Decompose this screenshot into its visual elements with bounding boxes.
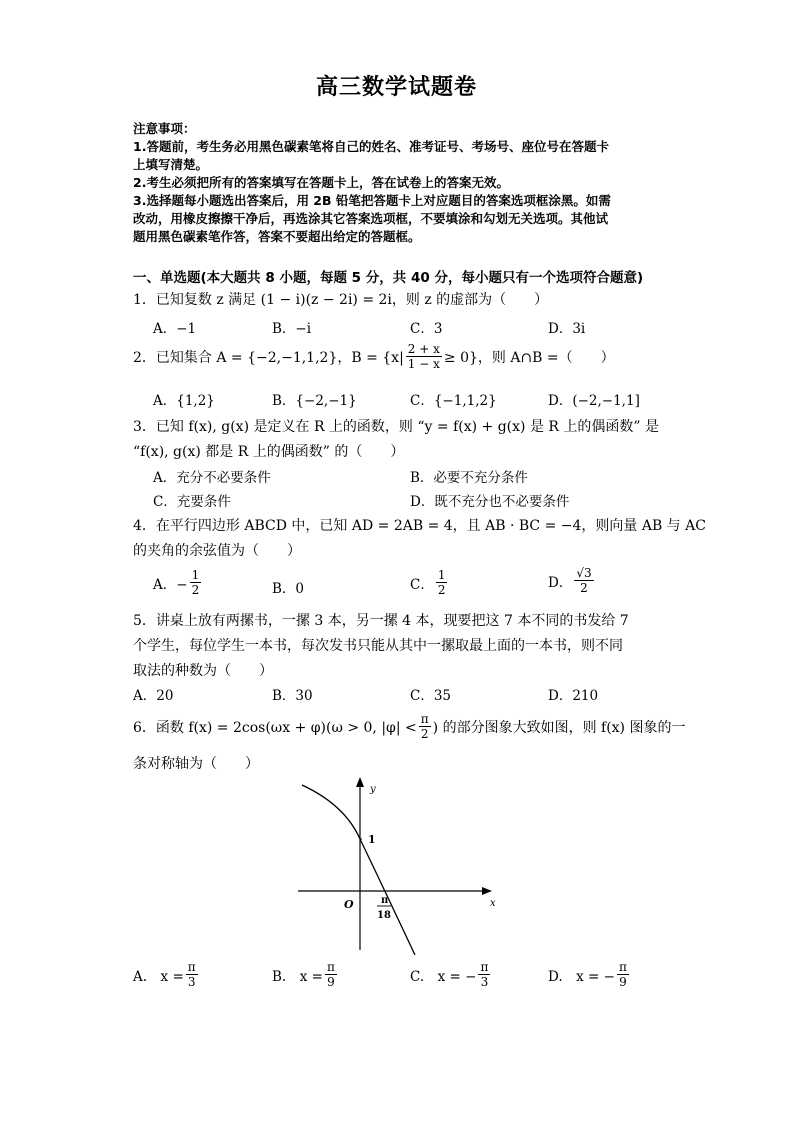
q4-option-d-frac [574, 566, 593, 595]
q6-a-den: 3 [187, 975, 196, 989]
x-axis-label: x [490, 898, 496, 909]
q6-option-d-frac [617, 960, 629, 989]
note-1b: 上填写清楚。 [133, 157, 209, 172]
q2-stem-pre: 2．已知集合 A = {−2,−1,1,2}，B = {x| [133, 349, 404, 366]
q4-c-num: 1 [437, 568, 446, 582]
q6-b-num: π [326, 960, 335, 974]
q6-b-den: 9 [327, 975, 335, 989]
q6-stem-post: ) 的部分图象大致如图，则 f(x) 图象的一 [432, 719, 686, 736]
q4-option-c-frac [436, 568, 448, 597]
section-heading: 一、单选题(本大题共 8 小题，每题 5 分，共 40 分，每小题只有一个选项符合题意) [133, 270, 644, 286]
q6-d-den: 9 [619, 975, 627, 989]
y-intercept-label: 1 [368, 833, 376, 846]
q6-option-d [548, 960, 631, 989]
y-axis-label: y [370, 784, 376, 795]
q4-option-b: B．0 [272, 581, 305, 597]
root-label-numerator: π [381, 895, 389, 906]
q2-option-a: A．{1,2} [153, 393, 215, 409]
q1-option-b: B．−i [272, 321, 312, 337]
notes-heading: 注意事项： [133, 121, 196, 136]
q4-option-c-prefix: C． [410, 576, 434, 593]
x-axis-arrow [482, 887, 492, 895]
q6-option-b-prefix: B. x = [272, 968, 323, 985]
q1-option-d: D．3i [548, 321, 586, 337]
q6-option-a [133, 960, 200, 989]
page-title: 高三数学试题卷 [315, 74, 477, 100]
note-2: 2.考生必须把所有的答案填写在答题卡上，答在试卷上的答案无效。 [133, 175, 509, 190]
question-3-line2: “f(x), g(x) 都是 R 上的偶函数” 的（ ） [133, 444, 405, 460]
q2-fraction [406, 342, 442, 371]
q4-a-num: 1 [191, 568, 200, 582]
q2-stem-post: ≥ 0}，则 A∩B =（ ） [443, 349, 615, 366]
question-2-stem [133, 342, 615, 371]
function-graph [290, 775, 510, 955]
q6-option-a-frac [186, 960, 198, 989]
root-label-denominator: 18 [377, 910, 391, 921]
q5-option-c: C．35 [410, 688, 452, 704]
question-5-line2: 个学生，每位学生一本书，每次发书只能从其中一摞取最上面的一本书，则不同 [133, 638, 623, 654]
q3-option-c: C．充要条件 [153, 494, 231, 510]
q3-option-a: A．充分不必要条件 [153, 470, 271, 486]
q6-option-c-frac [478, 960, 490, 989]
note-3c: 题用黑色碳素笔作答，答案不要超出给定的答题框。 [133, 229, 421, 244]
origin-label: O [344, 898, 354, 911]
q4-a-den: 2 [191, 583, 200, 597]
q2-option-d: D．(−2,−1,1] [548, 393, 640, 409]
q3-option-b: B．必要不充分条件 [410, 470, 528, 486]
q5-option-b: B．30 [272, 688, 313, 704]
q6-option-c [410, 960, 492, 989]
q2-fraction-den: 1 − x [407, 357, 440, 371]
q2-option-c: C．{−1,1,2} [410, 393, 497, 409]
q1-option-c: C．3 [410, 321, 443, 337]
q6-option-d-prefix: D. x = − [548, 968, 615, 985]
question-4-line2: 的夹角的余弦值为（ ） [133, 543, 301, 559]
q1-option-a: A．−1 [153, 321, 197, 337]
question-5-line3: 取法的种数为（ ） [133, 663, 273, 679]
question-6-line2: 条对称轴为（ ） [133, 756, 259, 772]
q4-c-den: 2 [437, 583, 446, 597]
q4-option-d-prefix: D． [548, 574, 573, 591]
note-1a: 1.答题前，考生务必用黑色碳素笔将自己的姓名、准考证号、考场号、座位号在答题卡 [133, 139, 609, 154]
q6-fraction-num: π [420, 712, 429, 726]
question-6-stem [133, 712, 685, 741]
question-1-stem: 1．已知复数 z 满足 (1 − i)(z − 2i) = 2i，则 z 的虚部为（ ） [133, 292, 549, 308]
q5-option-d: D．210 [548, 688, 599, 704]
q3-option-d: D．既不充分也不必要条件 [410, 494, 570, 510]
question-4-line1: 4．在平行四边形 ABCD 中，已知 AD = 2AB = 4，且 AB · BC = −4，则向量 AB 与 AC [133, 518, 706, 534]
note-3b: 改动，用橡皮擦擦干净后，再选涂其它答案选项框，不要填涂和勾划无关选项。其他试 [133, 211, 609, 226]
question-3-line1: 3．已知 f(x), g(x) 是定义在 R 上的函数，则 “y = f(x) + g(x) 是 R 上的偶函数” 是 [133, 419, 659, 435]
q6-option-b [272, 960, 339, 989]
note-3a: 3.选择题每小题选出答案后，用 2B 铅笔把答题卡上对应题目的答案选项框涂黑。如需 [133, 193, 611, 208]
q6-c-num: π [480, 960, 489, 974]
q6-option-b-frac [325, 960, 337, 989]
question-5-line1: 5．讲桌上放有两摞书，一摞 3 本，另一摞 4 本，现要把这 7 本不同的书发给 7 [133, 613, 629, 629]
q4-option-a-frac [190, 568, 202, 597]
q6-a-num: π [187, 960, 196, 974]
q6-stem-pre: 6．函数 f(x) = 2cos(ωx + φ)(ω > 0, |φ| < [133, 719, 417, 736]
q4-option-d [548, 566, 596, 595]
y-axis-arrow [356, 777, 364, 787]
q6-fraction [419, 712, 431, 741]
q6-c-den: 3 [480, 975, 489, 989]
q4-option-c [410, 568, 449, 597]
q5-option-a: A．20 [133, 688, 174, 704]
cosine-curve [302, 785, 415, 955]
q2-fraction-num: 2 + x [407, 342, 440, 356]
q2-option-b: B．{−2,−1} [272, 393, 357, 409]
q6-option-a-prefix: A. x = [133, 968, 184, 985]
q6-fraction-den: 2 [420, 727, 429, 741]
q6-d-num: π [618, 960, 627, 974]
q6-option-c-prefix: C. x = − [410, 968, 477, 985]
q4-option-a [153, 568, 203, 597]
q4-d-num: √3 [576, 566, 592, 580]
q4-d-den: 2 [580, 581, 588, 595]
q4-option-a-prefix: A．− [153, 576, 188, 593]
